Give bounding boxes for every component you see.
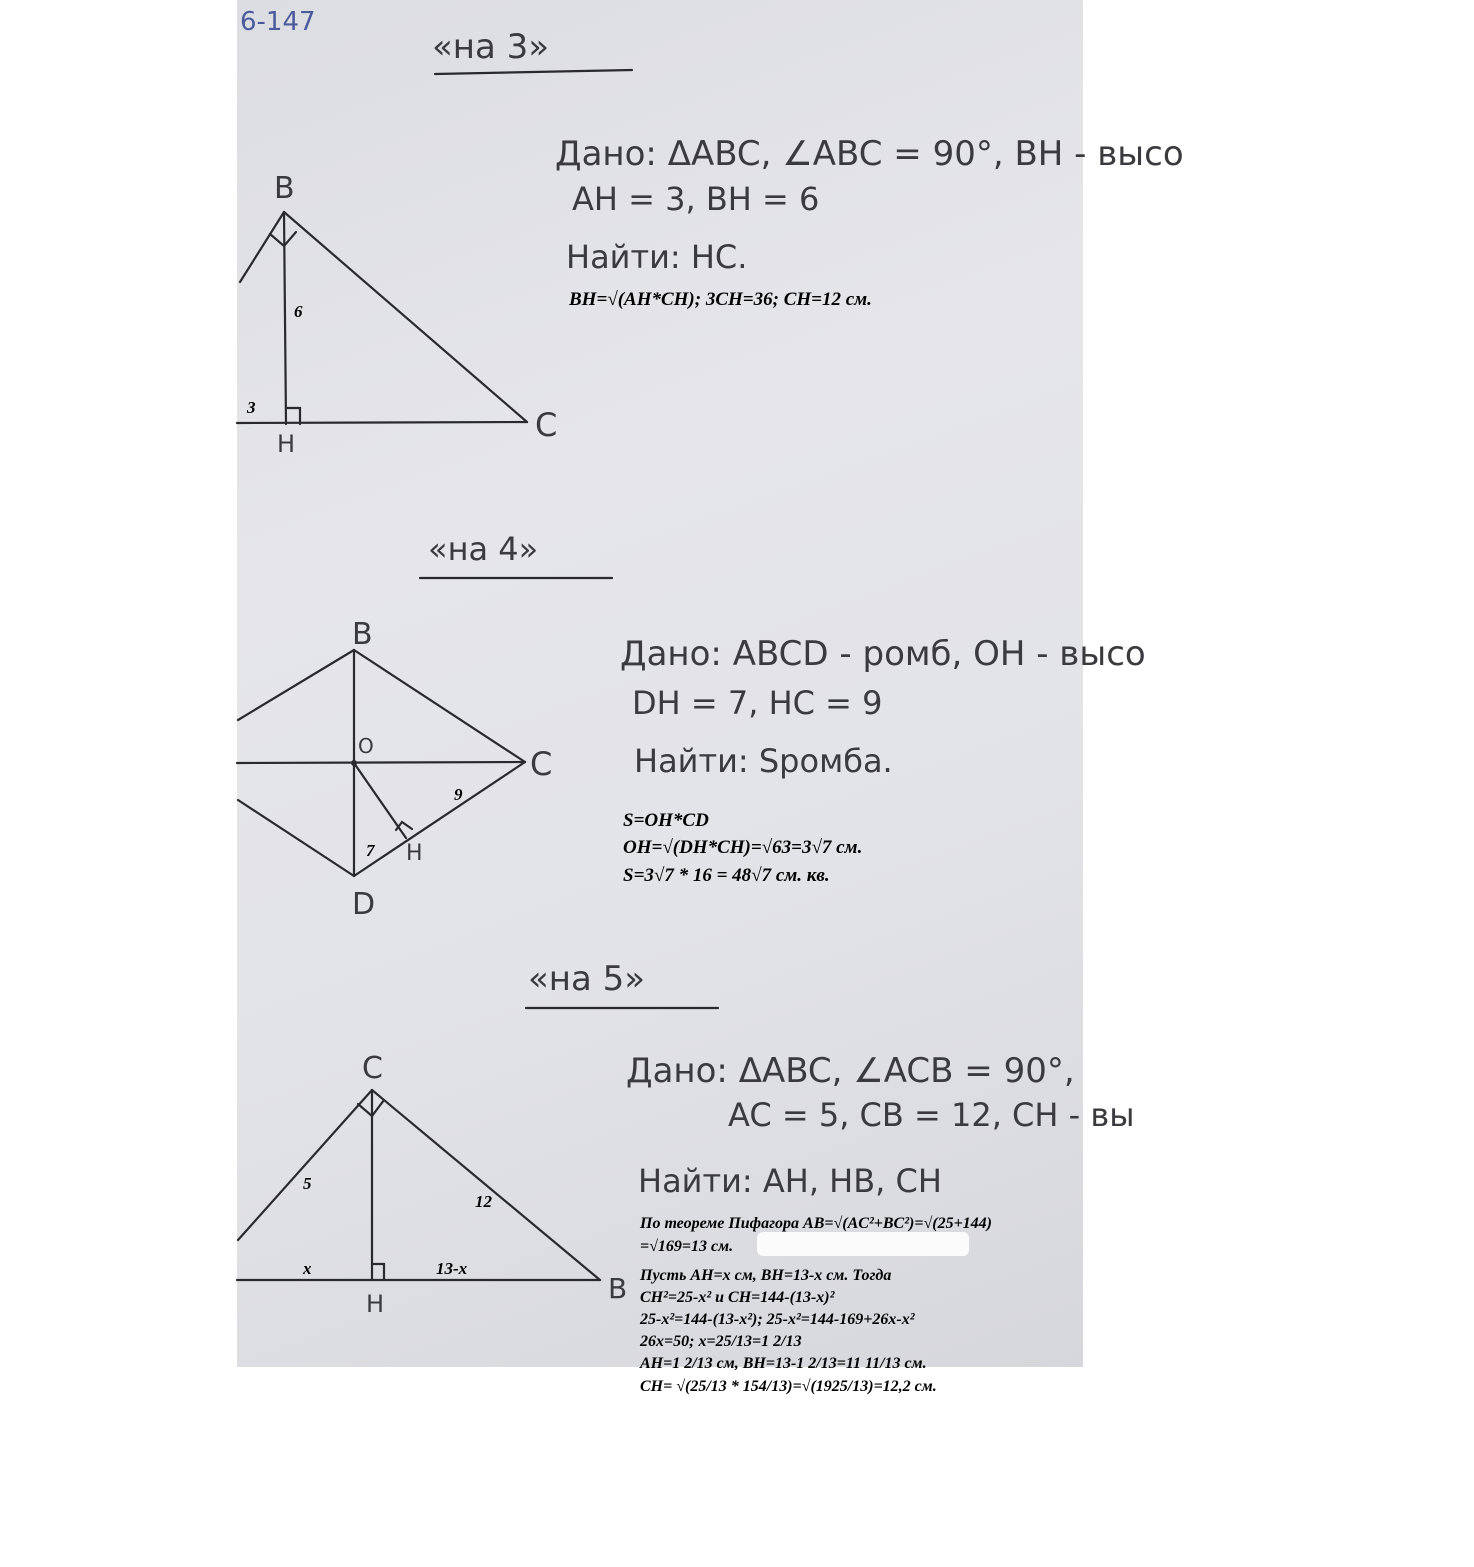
section4-vertex-D: D <box>352 887 376 922</box>
section4-vertex-B: B <box>352 617 373 652</box>
section3-solution: BH=√(AH*CH); 3CH=36; CH=12 см. <box>569 289 872 310</box>
section5-vertex-C: C <box>362 1051 383 1086</box>
section3-len-AH: 3 <box>247 398 256 417</box>
section4-vertex-H: H <box>406 841 423 866</box>
page-ref: 6-147 <box>240 7 316 37</box>
section5-len-HB: 13-x <box>436 1259 468 1278</box>
section5-solution-line4: CH²=25-x² и CH=144-(13-x)² <box>640 1289 835 1306</box>
section3-given-line2: AH = 3, BH = 6 <box>572 180 820 218</box>
section5-len-CB: 12 <box>475 1192 492 1211</box>
section4-len-HC: 9 <box>454 785 463 804</box>
section4-solution-line1: S=OH*CD <box>623 810 709 831</box>
section5-figure <box>237 1090 600 1280</box>
section5-solution-line6: 26x=50; x=25/13=1 2/13 <box>640 1333 802 1350</box>
section5-solution-line2: =√169=13 см. <box>640 1238 734 1255</box>
section5-solution-line1: По теореме Пифагора AB=√(AC²+BC²)=√(25+144) <box>640 1215 993 1232</box>
section5-vertex-B: B <box>608 1272 628 1305</box>
section4-vertex-O: O <box>358 734 374 758</box>
section3-find: Найти: HC. <box>566 238 748 276</box>
section5-vertex-H: H <box>366 1290 385 1318</box>
section4-heading: «на 4» <box>428 530 539 568</box>
section5-len-AH: x <box>303 1259 312 1278</box>
eraser-patch <box>757 1232 969 1256</box>
section4-vertex-C: C <box>530 745 553 783</box>
section5-solution-line5: 25-x²=144-(13-x²); 25-x²=144-169+26x-x² <box>640 1311 915 1328</box>
section3-underline <box>435 70 632 74</box>
section4-find: Найти: Sромба. <box>634 742 893 780</box>
section4-given-line1: Дано: ABCD - ромб, OH - высо <box>620 634 1146 674</box>
section5-find: Найти: AH, HB, CH <box>638 1162 942 1200</box>
section5-solution-line3: Пусть AH=x см, BH=13-x см. Тогда <box>640 1267 892 1284</box>
section3-vertex-C: C <box>535 406 558 444</box>
section4-solution-line2: OH=√(DH*CH)=√63=3√7 см. <box>623 837 863 858</box>
section4-len-DH: 7 <box>366 841 375 860</box>
section3-figure <box>237 212 527 424</box>
section3-vertex-B: B <box>274 171 295 206</box>
section4-figure <box>237 650 525 876</box>
section5-given-line1: Дано: ΔABC, ∠ACB = 90°, <box>626 1051 1075 1091</box>
section3-heading: «на 3» <box>432 27 550 67</box>
section3-vertex-H: H <box>277 430 296 458</box>
section3-given-line1: Дано: ΔABC, ∠ABC = 90°, BH - высо <box>555 134 1184 174</box>
section5-solution-line7: AH=1 2/13 см, BH=13-1 2/13=11 11/13 см. <box>640 1355 927 1372</box>
section5-len-AC: 5 <box>303 1174 312 1193</box>
section5-heading: «на 5» <box>528 959 646 999</box>
section4-given-line2: DH = 7, HC = 9 <box>632 684 883 722</box>
section4-solution-line3: S=3√7 * 16 = 48√7 см. кв. <box>623 865 830 886</box>
section5-given-line2: AC = 5, CB = 12, CH - вы <box>728 1096 1135 1134</box>
section5-solution-line8: CH= √(25/13 * 154/13)=√(1925/13)=12,2 см. <box>640 1378 937 1395</box>
section3-len-BH: 6 <box>294 302 303 321</box>
